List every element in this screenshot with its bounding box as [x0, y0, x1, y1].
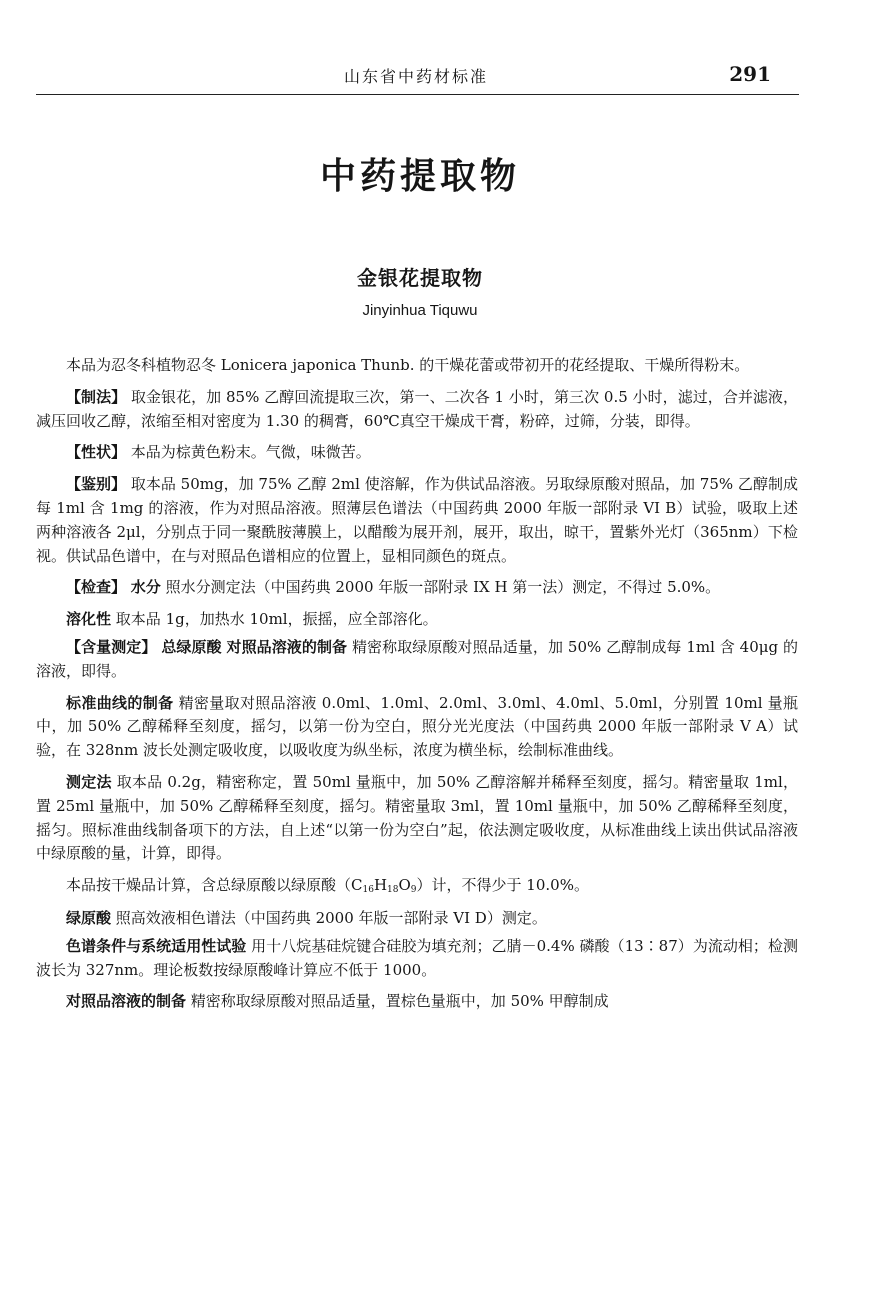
monograph-pinyin: Jinyinhua Tiquwu [362, 302, 478, 319]
reference-solution-heading: 对照品溶液的制备 [66, 992, 187, 1011]
formula-o: O [398, 876, 411, 895]
method-paragraph [36, 771, 798, 866]
total-cga-heading: 总绿原酸 [161, 637, 222, 656]
identification-heading: 【鉴别】 [66, 475, 127, 494]
formula-subscript-c: 16 [362, 885, 374, 896]
chromatography-heading: 色谱条件与系统适用性试验 [66, 936, 247, 955]
running-title: 山东省中药材标准 [344, 67, 489, 86]
curve-text: 精密量取对照品溶液 0.0ml、1.0ml、2.0ml、3.0ml、4.0ml、5.0ml，分别置 10ml 量瓶中，加 50% 乙醇稀释至刻度，摇匀，以第一份为空白，照分光光度法（中国药典 2000 年版一部附录 V A）试验，在 328nm 波长处测定吸收度，以吸收度为纵坐标，浓度为横坐标，绘制标准曲线。 [36, 693, 798, 760]
running-header [36, 60, 799, 95]
method-text: 取本品 0.2g，精密称定，置 50ml 量瓶中，加 50% 乙醇溶解并稀释至刻度，摇匀。精密量取 1ml，置 25ml 量瓶中，加 50% 乙醇稀释至刻度，摇匀。精密量取 3ml，置 10ml 量瓶中，加 50% 乙醇稀释至刻度，摇匀。照标准曲线制备项下的方法，自上述“以第一份为空白”起，依法测定吸收度，从标准曲线上读出供试品溶液中绿原酸的量，计算，即得。 [36, 772, 798, 863]
content-paragraph [36, 874, 798, 903]
solubility-text: 取本品 1g，加热水 10ml，振摇，应全部溶化。 [115, 610, 438, 629]
water-text: 照水分测定法（中国药典 2000 年版一部附录 IX H 第一法）测定，不得过 5.0%。 [165, 578, 721, 597]
description-text: 本品为棕黄色粉末。气微，味微苦。 [130, 443, 371, 462]
content-text-pre: 本品按干燥品计算，含总绿原酸以绿原酸（C [66, 876, 363, 895]
reference-prep-heading: 对照品溶液的制备 [226, 637, 348, 656]
method-heading: 测定法 [66, 772, 112, 791]
water-heading: 水分 [130, 578, 161, 597]
monograph-body [36, 354, 798, 1022]
preparation-heading: 【制法】 [66, 387, 127, 406]
assay-paragraph [36, 636, 798, 684]
reference-prep-text: 精密称取绿原酸对照品适量，加 50% 乙醇制成每 1ml 含 40μg 的溶液，即得。 [36, 637, 798, 680]
cga-paragraph [36, 907, 798, 931]
chromatography-paragraph [36, 935, 798, 983]
cga-heading: 绿原酸 [66, 908, 112, 927]
cga-text: 照高效液相色谱法（中国药典 2000 年版一部附录 VI D）测定。 [115, 908, 547, 927]
curve-heading: 标准曲线的制备 [66, 693, 174, 712]
reference-solution-paragraph [36, 990, 798, 1014]
identification-paragraph [36, 473, 798, 568]
solubility-paragraph [36, 608, 798, 632]
description-paragraph [36, 441, 798, 465]
solubility-heading: 溶化性 [66, 610, 112, 629]
chapter-title: 中药提取物 [319, 156, 520, 197]
preparation-paragraph [36, 386, 798, 434]
description-heading: 【性状】 [66, 443, 127, 462]
identification-text: 取本品 50mg，加 75% 乙醇 2ml 使溶解，作为供试品溶液。另取绿原酸对照品，加 75% 乙醇制成每 1ml 含 1mg 的溶液，作为对照品溶液。照薄层色谱法（中国药典 2000 年版一部附录 VI B）试验，吸取上述两种溶液各 2μl，分别点于同一聚酰胺薄膜上，以醋酸为展开剂，展开，取出，晾干，置紫外光灯（365nm）下检视。供试品色谱中，在与对照品色谱相应的位置上，显相同颜色的斑点。 [36, 475, 798, 565]
page-number: 291 [729, 62, 771, 86]
curve-paragraph [36, 692, 798, 763]
intro-text: 本品为忍冬科植物忍冬 Lonicera japonica Thunb. 的干燥花蕾或带初开的花经提取、干燥所得粉末。 [66, 356, 750, 374]
intro-paragraph [36, 354, 798, 378]
reference-solution-text: 精密称取绿原酸对照品适量，置棕色量瓶中，加 50% 甲醇制成 [190, 992, 609, 1011]
monograph-title: 金银花提取物 [357, 266, 483, 290]
assay-heading: 【含量测定】 [66, 637, 157, 656]
check-heading: 【检查】 [66, 578, 127, 597]
check-paragraph [36, 576, 798, 600]
content-text-post: ）计，不得少于 10.0%。 [416, 876, 589, 895]
chromatography-text: 用十八烷基硅烷键合硅胶为填充剂；乙腈－0.4% 磷酸（13∶87）为流动相；检测波长为 327nm。理论板数按绿原酸峰计算应不低于 1000。 [36, 936, 798, 979]
formula-subscript-h: 18 [387, 885, 399, 896]
preparation-text: 取金银花，加 85% 乙醇回流提取三次，第一、二次各 1 小时，第三次 0.5 小时，滤过，合并滤液，减压回收乙醇，浓缩至相对密度为 1.30 的稠膏，60℃真空干燥成干膏，粉碎，过筛，分装，即得。 [36, 387, 798, 430]
formula-h: H [373, 876, 388, 895]
formula-subscript-o: 9 [410, 885, 417, 896]
